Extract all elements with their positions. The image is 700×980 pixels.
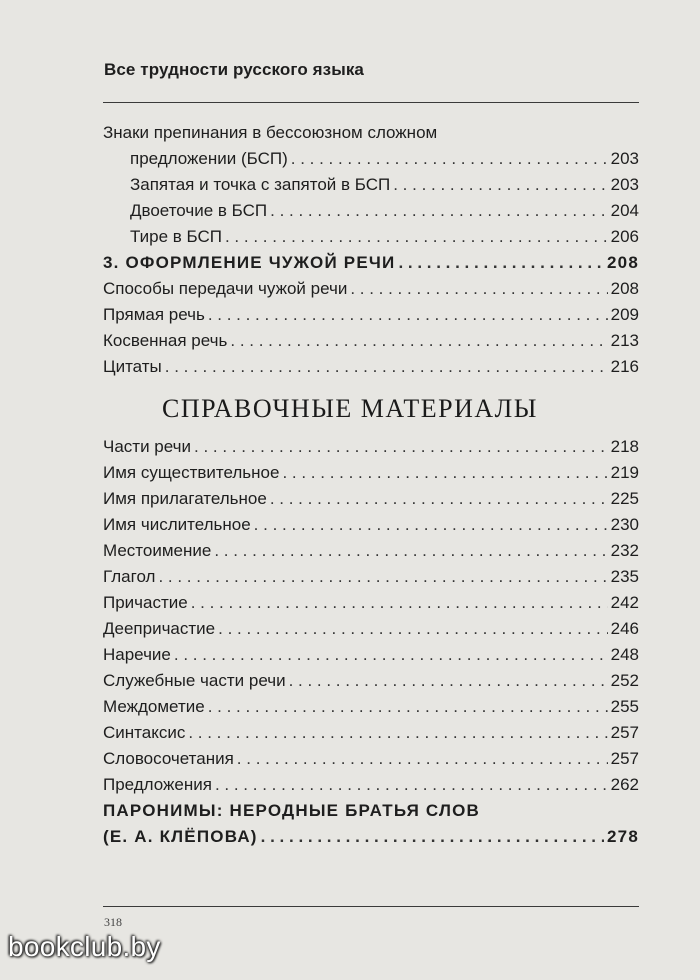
dot-leader xyxy=(393,172,607,198)
toc-entry-title: Тире в БСП xyxy=(130,227,222,246)
toc-entry-page: 257 xyxy=(610,749,639,768)
toc-entry[interactable] xyxy=(103,224,639,250)
toc-entry[interactable] xyxy=(103,302,639,328)
toc-entry[interactable] xyxy=(103,694,639,720)
toc-entry-title: Деепричастие xyxy=(103,619,216,638)
toc-entry-page: 252 xyxy=(610,671,639,690)
toc-entry-title: Словосочетания xyxy=(103,749,234,768)
running-header: Все трудности русского языка xyxy=(104,60,364,79)
toc-entry-title: Наречие xyxy=(103,645,171,664)
dot-leader xyxy=(261,824,604,850)
toc-entry-title: Местоимение xyxy=(103,541,212,560)
dot-leader xyxy=(208,694,608,720)
toc-entry[interactable] xyxy=(103,146,639,172)
toc-entry-title: Глагол xyxy=(103,567,156,586)
toc-entry-page: 209 xyxy=(610,305,639,324)
toc-entry[interactable] xyxy=(103,538,639,564)
dot-leader xyxy=(165,354,608,380)
toc-entry-page: 225 xyxy=(610,489,639,508)
page-number: 318 xyxy=(104,915,122,929)
toc-entry-title: Синтаксис xyxy=(103,723,186,742)
dot-leader xyxy=(218,616,607,642)
toc-entry-title: Имя прилагательное xyxy=(103,489,267,508)
toc-entry-title: Двоеточие в БСП xyxy=(130,201,268,220)
watermark-logo: bookclub.by xyxy=(8,931,161,962)
toc-entry-title: Имя существительное xyxy=(103,463,280,482)
toc-entry[interactable] xyxy=(103,512,639,538)
section-heading: СПРАВОЧНЫЕ МАТЕРИАЛЫ xyxy=(162,394,538,423)
dot-leader xyxy=(214,538,607,564)
dot-leader xyxy=(191,590,608,616)
toc-entry[interactable] xyxy=(103,824,639,850)
toc-entry-page: 230 xyxy=(610,515,639,534)
table-of-contents-part2 xyxy=(103,434,639,850)
toc-entry-page: 213 xyxy=(610,331,639,350)
dot-leader xyxy=(291,146,608,172)
toc-entry-page: 218 xyxy=(610,437,639,456)
toc-entry-title: Предложения xyxy=(103,775,212,794)
toc-entry-title: 3. ОФОРМЛЕНИЕ ЧУЖОЙ РЕЧИ xyxy=(103,253,396,272)
toc-entry-title: Служебные части речи xyxy=(103,671,286,690)
toc-entry-page: 208 xyxy=(607,253,639,272)
toc-entry[interactable] xyxy=(103,276,639,302)
toc-entry[interactable] xyxy=(103,434,639,460)
toc-entry[interactable] xyxy=(103,460,639,486)
dot-leader xyxy=(270,486,608,512)
toc-entry-page: 219 xyxy=(610,463,639,482)
toc-entry[interactable] xyxy=(103,616,639,642)
toc-entry[interactable] xyxy=(103,668,639,694)
toc-entry-title: Имя числительное xyxy=(103,515,251,534)
dot-leader xyxy=(225,224,608,250)
dot-leader xyxy=(194,434,608,460)
toc-entry-title: Запятая и точка с запятой в БСП xyxy=(130,175,391,194)
toc-entry[interactable] xyxy=(103,564,639,590)
dot-leader xyxy=(254,512,608,538)
toc-entry[interactable] xyxy=(103,328,639,354)
toc-entry-page: 262 xyxy=(610,775,639,794)
toc-entry-page: 235 xyxy=(610,567,639,586)
toc-entry-title: (Е. А. КЛЁПОВА) xyxy=(103,827,258,846)
toc-entry-page: 203 xyxy=(610,175,639,194)
dot-leader xyxy=(237,746,608,772)
toc-entry-page: 203 xyxy=(610,149,639,168)
toc-entry-title: Причастие xyxy=(103,593,188,612)
dot-leader xyxy=(174,642,608,668)
toc-entry-line: Знаки препинания в бессоюзном сложном xyxy=(103,123,438,142)
toc-entry-title: предложении (БСП) xyxy=(130,149,288,168)
toc-entry-page: 204 xyxy=(610,201,639,220)
toc-entry-page: 255 xyxy=(610,697,639,716)
dot-leader xyxy=(230,328,607,354)
toc-entry-title: Части речи xyxy=(103,437,191,456)
toc-entry-page: 257 xyxy=(610,723,639,742)
dot-leader xyxy=(282,460,607,486)
toc-entry[interactable] xyxy=(103,590,639,616)
toc-entry-page: 246 xyxy=(610,619,639,638)
header-rule xyxy=(103,102,639,103)
dot-leader xyxy=(398,250,604,276)
dot-leader xyxy=(188,720,607,746)
toc-entry-title: Междометие xyxy=(103,697,205,716)
toc-entry[interactable] xyxy=(103,354,639,380)
dot-leader xyxy=(158,564,607,590)
toc-entry-page: 248 xyxy=(610,645,639,664)
toc-entry[interactable] xyxy=(103,250,639,276)
toc-entry[interactable] xyxy=(103,772,639,798)
toc-entry[interactable] xyxy=(103,486,639,512)
dot-leader xyxy=(350,276,607,302)
toc-entry[interactable] xyxy=(103,720,639,746)
dot-leader xyxy=(208,302,608,328)
toc-entry-page: 208 xyxy=(610,279,639,298)
toc-entry-page: 216 xyxy=(610,357,639,376)
toc-entry-title: Прямая речь xyxy=(103,305,205,324)
dot-leader xyxy=(215,772,608,798)
dot-leader xyxy=(289,668,608,694)
toc-entry-page: 232 xyxy=(610,541,639,560)
toc-entry-title: Цитаты xyxy=(103,357,162,376)
toc-entry-page: 242 xyxy=(610,593,639,612)
toc-entry-page: 206 xyxy=(610,227,639,246)
toc-entry-page: 278 xyxy=(607,827,639,846)
toc-entry[interactable] xyxy=(103,642,639,668)
toc-entry-title: Способы передачи чужой речи xyxy=(103,279,348,298)
table-of-contents-part1 xyxy=(103,120,639,380)
dot-leader xyxy=(270,198,608,224)
toc-entry-title: Косвенная речь xyxy=(103,331,228,350)
footer-rule xyxy=(103,906,639,907)
toc-entry[interactable] xyxy=(103,746,639,772)
toc-entry[interactable] xyxy=(103,172,639,198)
toc-entry-line: ПАРОНИМЫ: НЕРОДНЫЕ БРАТЬЯ СЛОВ xyxy=(103,801,481,820)
toc-entry[interactable] xyxy=(103,198,639,224)
